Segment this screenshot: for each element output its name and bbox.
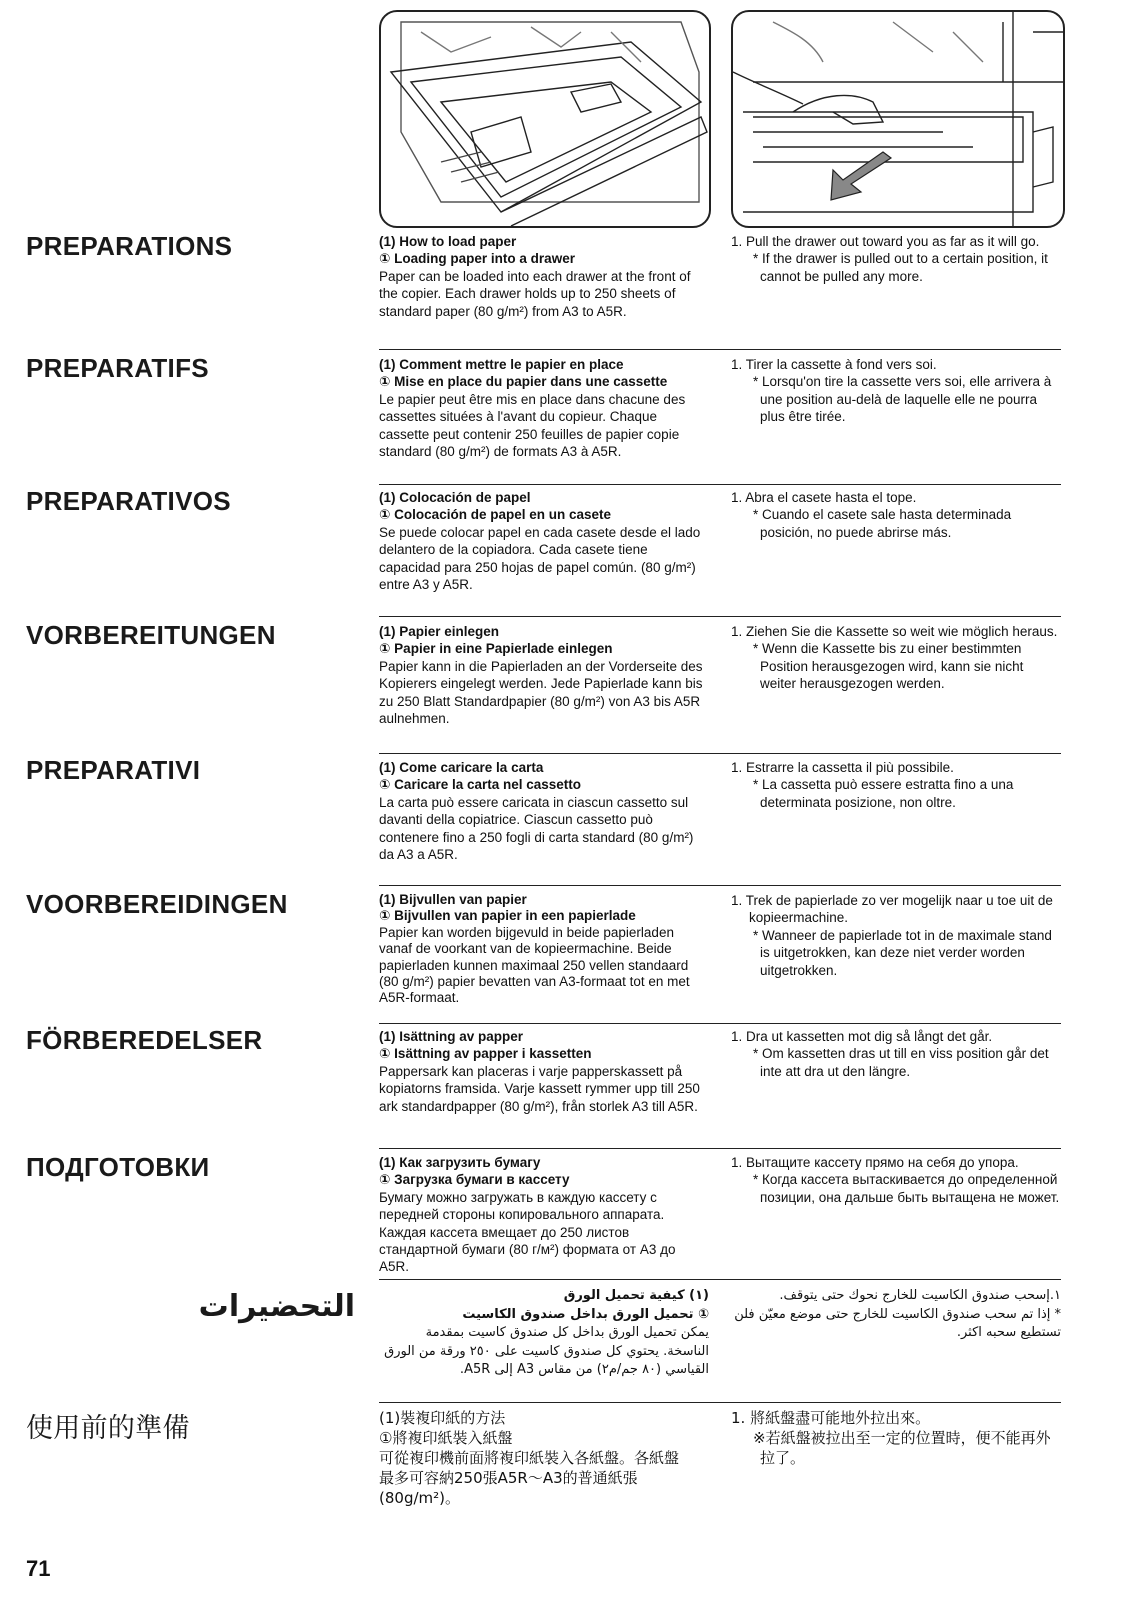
instruction-text [379,1028,709,1115]
heading: (1) Comment mettre le papier en place [379,357,624,372]
subheading: ① Colocación de papel en un casete [379,507,611,523]
subheading: ① Bijvullen van papier in een papierlade [379,908,636,924]
heading: (1) Colocación de papel [379,490,531,505]
step-text [731,892,1061,979]
body-text: Le papier peut être mis en place dans chacune des cassettes situées à l'avant du copieur. Chaque cassette peut contenir 250 feuilles de papier copie standard (80 g/m²) de formats A3 à A5R. [379,391,686,460]
open-drawer-drawing [381,12,709,226]
instruction-text [379,759,709,863]
body-text: Se puede colocar papel en cada casete desde el lado delantero de la copiadora. Cada casete tiene capacidad para 250 hojas de papel común. (80 g/m²) entre A3 y A5R. [379,524,701,593]
subheading: ①將複印紙裝入紙盤 [379,1429,513,1447]
section-title: VOORBEREIDINGEN [26,889,288,919]
heading: (1) Isättning av papper [379,1029,524,1044]
heading: (١) كيفية تحميل الورق [563,1288,709,1303]
step-text [731,1154,1061,1206]
divider [379,484,1061,485]
step: 1. Dra ut kassetten mot dig så långt det går. [731,1029,993,1044]
subheading: ① Isättning av papper i kassetten [379,1046,592,1062]
instruction-text [379,356,709,460]
divider [379,753,1061,754]
note: * La cassetta può essere estratta fino a una determinata posizione, non oltre. [753,777,1014,810]
body-text: Pappersark kan placeras i varje papperskassett på kopiatorns framsida. Varje kassett rymmer upp till 250 ark standardpapper (80 g/m²), från storlek A3 till A5R. [379,1063,700,1114]
step-text [731,1028,1061,1080]
heading: (1) Come caricare la carta [379,760,544,775]
subheading: ① Caricare la carta nel cassetto [379,777,582,793]
step-text [731,1408,1061,1468]
step-text [731,356,1061,426]
pull-drawer-illustration [731,10,1065,228]
section-title: PREPARATIVOS [26,486,231,516]
note: * Wanneer de papierlade tot in de maximale stand is uitgetrokken, kan deze niet verder worden uitgetrokken. [753,927,1052,978]
divider [379,616,1061,617]
step-text [731,623,1061,693]
step: ١.إسحب صندوق الكاسيت للخارج نحوك حتى يتوقف. [779,1288,1061,1303]
pull-drawer-drawing [733,12,1063,226]
step-text [731,1287,1061,1343]
step-text [731,759,1061,811]
subheading: ① Mise en place du papier dans une cassette [379,374,668,390]
body-text: Бумагу можно загружать в каждую кассету с передней стороны копировального аппарата. Каждая кассета вмещает до 250 листов стандартной бумаги (80 г/м²) формата от А3 до А5R. [379,1189,676,1275]
divider [379,349,1061,350]
heading: (1)裝複印紙的方法 [379,1409,506,1427]
heading: (1) Papier einlegen [379,624,500,639]
step-text [731,489,1061,541]
step-text [731,233,1061,285]
body-text: يمكن تحميل الورق بداخل كل صندوق كاسيت بمقدمة الناسخة. يحتوي كل صندوق كاسيت على ٢٥٠ ورقة من الورق القياسي (٨٠ جم/م٢) من مقاس A3 إلى A5R. [384,1325,709,1377]
subheading: ① تحميل الورق بداخل صندوق الكاسيت [462,1306,709,1322]
step: 1. Abra el casete hasta el tope. [731,490,917,505]
instruction-text [379,233,709,320]
subheading: ① Загрузка бумаги в кассету [379,1172,570,1188]
divider [379,1148,1061,1149]
note: ※若紙盤被拉出至一定的位置時，便不能再外拉了。 [753,1429,1051,1467]
note: * Wenn die Kassette bis zu einer bestimmten Position herausgezogen wird, kann sie nicht weiter herausgezogen werden. [753,641,1024,692]
drawer-tray-illustration [379,10,711,228]
divider [379,1402,1061,1403]
note: * Cuando el casete sale hasta determinada posición, no puede abrirse más. [753,507,1012,540]
body-text: Papier kann in die Papierladen an der Vorderseite des Kopierers eingelegt werden. Jede Papierlade kann bis zu 250 Blatt Standardpapier (80 g/m²) von A3 bis A5R aulnehmen. [379,658,703,727]
section-title: PREPARATIFS [26,353,209,383]
step: 1. Estrarre la cassetta il più possibile. [731,760,954,775]
section-title: التحضيرات [198,1289,355,1324]
divider [379,1279,1061,1280]
note: * Когда кассета вытаскивается до определенной позиции, она дальше быть вытащена не может. [753,1172,1060,1205]
instruction-text [379,623,709,727]
heading: (1) Bijvullen van papier [379,892,527,907]
body-text: Paper can be loaded into each drawer at the front of the copier. Each drawer holds up to 250 sheets of standard paper (80 g/m²) from A3 to A5R. [379,268,691,319]
note: * Lorsqu'on tire la cassette vers soi, elle arrivera à une position au-delà de laquelle elle ne pourra plus être tirée. [753,374,1052,425]
section-title: PREPARATIONS [26,231,233,261]
section-title: VORBEREITUNGEN [26,620,276,650]
note: * إذا تم سحب صندوق الكاسيت للخارج حتى موضع معيّن فلن تستطيع سحبه اكثر. [734,1306,1061,1340]
step: 1. Tirer la cassette à fond vers soi. [731,357,937,372]
instruction-text [379,1154,709,1276]
step: 1. Вытащите кассету прямо на себя до упора. [731,1155,1019,1170]
divider [379,885,1061,886]
step: 1. Pull the drawer out toward you as far as it will go. [731,234,1040,249]
heading: (1) Как загрузить бумагу [379,1155,541,1170]
heading: (1) How to load paper [379,234,517,249]
divider [379,1023,1061,1024]
instruction-text [379,1287,709,1380]
instruction-text [379,1408,689,1508]
section-title: PREPARATIVI [26,755,201,785]
section-title: FÖRBEREDELSER [26,1025,263,1055]
note: * Om kassetten dras ut till en viss position går det inte att dra ut den längre. [753,1046,1049,1079]
instruction-text [379,489,709,593]
page-number: 71 [26,1556,51,1581]
section-title: 使用前的準備 [26,1413,190,1444]
step: 1. Ziehen Sie die Kassette so weit wie möglich heraus. [731,624,1058,639]
step: 1. 將紙盤盡可能地外拉出來。 [731,1409,931,1427]
step: 1. Trek de papierlade zo ver mogelijk naar u toe uit de kopieermachine. [731,893,1053,926]
body-text: 可從複印機前面將複印紙裝入各紙盤。各紙盤最多可容納250張A5R～A3的普通紙張(80g/m²)。 [379,1449,680,1507]
section-title: ПОДГОТОВКИ [26,1152,210,1182]
subheading: ① Papier in eine Papierlade einlegen [379,641,613,657]
instruction-text [379,892,709,1007]
body-text: Papier kan worden bijgevuld in beide papierladen vanaf de voorkant van de kopieermachine. Beide papierladen kunnen maximaal 250 vellen standaard (80 g/m²) papier bevatten van A3-formaat tot en met A5R-formaat. [379,924,690,1006]
note: * If the drawer is pulled out to a certain position, it cannot be pulled any more. [753,251,1048,284]
subheading: ① Loading paper into a drawer [379,251,575,267]
body-text: La carta può essere caricata in ciascun cassetto sul davanti della copiatrice. Ciascun cassetto può contenere fino a 250 fogli di carta standard (80 g/m²) da A3 a A5R. [379,794,694,863]
